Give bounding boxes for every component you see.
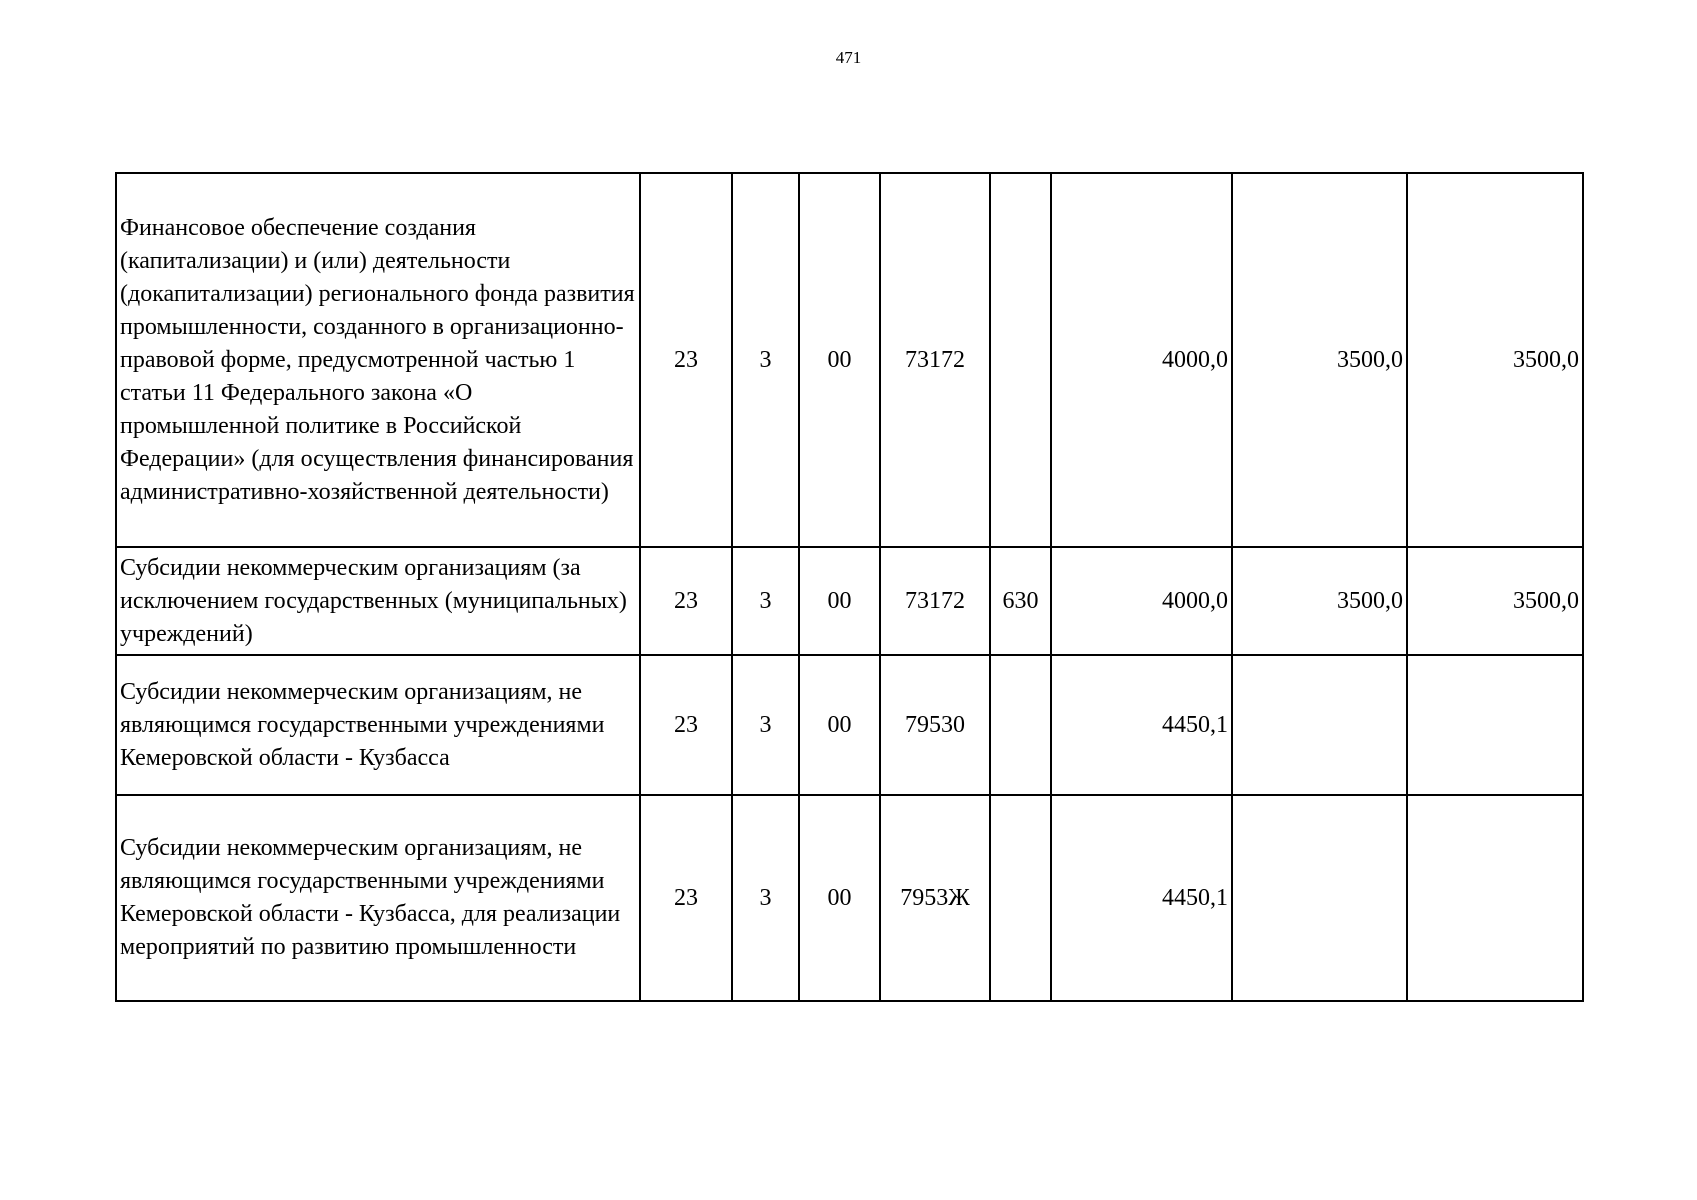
program-cell: 23 <box>640 655 732 795</box>
table-row <box>116 655 1583 795</box>
table-row <box>116 173 1583 547</box>
year1-amount-cell: 4000,0 <box>1051 173 1232 547</box>
code-cell: 7953Ж <box>880 795 990 1001</box>
description-cell: Субсидии некоммерческим организациям (за исключением государственных (муниципальных) учреждений) <box>116 547 640 655</box>
year2-amount-cell <box>1232 795 1407 1001</box>
year3-amount-cell <box>1407 795 1583 1001</box>
direction-cell: 00 <box>799 655 880 795</box>
expense-type-cell <box>990 795 1051 1001</box>
year3-amount-cell: 3500,0 <box>1407 173 1583 547</box>
subprogram-cell: 3 <box>732 173 799 547</box>
subprogram-cell: 3 <box>732 547 799 655</box>
program-cell: 23 <box>640 173 732 547</box>
direction-cell: 00 <box>799 795 880 1001</box>
program-cell: 23 <box>640 547 732 655</box>
expense-type-cell: 630 <box>990 547 1051 655</box>
table-row <box>116 547 1583 655</box>
code-cell: 73172 <box>880 173 990 547</box>
year1-amount-cell: 4450,1 <box>1051 655 1232 795</box>
year1-amount-cell: 4450,1 <box>1051 795 1232 1001</box>
table-row <box>116 795 1583 1001</box>
year2-amount-cell <box>1232 655 1407 795</box>
code-cell: 73172 <box>880 547 990 655</box>
subprogram-cell: 3 <box>732 795 799 1001</box>
description-cell: Субсидии некоммерческим организациям, не являющимся государственными учреждениями Кемеровской области - Кузбасса <box>116 655 640 795</box>
code-cell: 79530 <box>880 655 990 795</box>
subprogram-cell: 3 <box>732 655 799 795</box>
program-cell: 23 <box>640 795 732 1001</box>
year2-amount-cell: 3500,0 <box>1232 547 1407 655</box>
direction-cell: 00 <box>799 547 880 655</box>
description-cell: Финансовое обеспечение создания (капитализации) и (или) деятельности (докапитализации) регионального фонда развития промышленности, созданного в организационно-правовой форме, предусмотренной частью 1 статьи 11 Федерального закона «О промышленной политике в Российской Федерации» (для осуществления финансирования административно-хозяйственной деятельности) <box>116 173 640 547</box>
direction-cell: 00 <box>799 173 880 547</box>
year2-amount-cell: 3500,0 <box>1232 173 1407 547</box>
budget-table <box>115 172 1584 1002</box>
page-number: 471 <box>835 48 862 67</box>
year1-amount-cell: 4000,0 <box>1051 547 1232 655</box>
description-cell: Субсидии некоммерческим организациям, не являющимся государственными учреждениями Кемеровской области - Кузбасса, для реализации мероприятий по развитию промышленности <box>116 795 640 1001</box>
year3-amount-cell: 3500,0 <box>1407 547 1583 655</box>
expense-type-cell <box>990 173 1051 547</box>
year3-amount-cell <box>1407 655 1583 795</box>
expense-type-cell <box>990 655 1051 795</box>
